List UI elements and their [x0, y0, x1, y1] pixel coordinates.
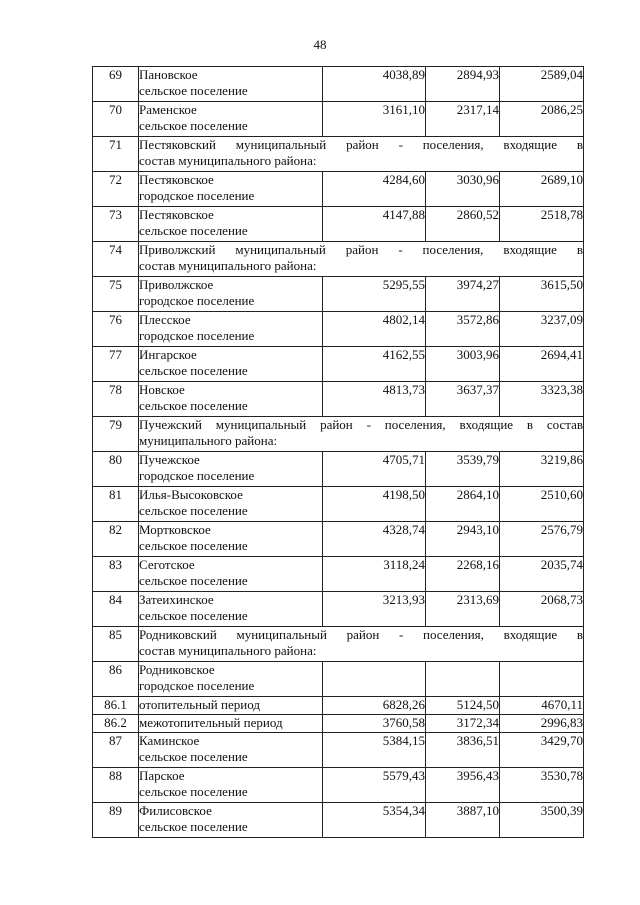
row-number: 73 [93, 207, 139, 242]
value-col-2: 2860,52 [426, 207, 500, 242]
value-col-1 [323, 662, 426, 697]
table-row [93, 452, 584, 487]
district-heading-row [93, 417, 584, 452]
settlement-type-line2: сельское поселение [139, 363, 248, 378]
row-number: 77 [93, 347, 139, 382]
table-row [93, 662, 584, 697]
settlement-name [139, 733, 323, 768]
value-col-3: 3323,38 [500, 382, 584, 417]
value-col-1: 5579,43 [323, 768, 426, 803]
period-row [93, 697, 584, 715]
value-col-1: 4038,89 [323, 67, 426, 102]
settlement-name-line1: Мортковское [139, 522, 211, 537]
value-col-3: 2086,25 [500, 102, 584, 137]
settlement-name-line1: Ингарское [139, 347, 197, 362]
settlement-type-line2: городское поселение [139, 293, 255, 308]
settlement-type-line2: сельское поселение [139, 223, 248, 238]
value-col-3: 3500,39 [500, 803, 584, 838]
row-number: 78 [93, 382, 139, 417]
table-row [93, 277, 584, 312]
table-row [93, 67, 584, 102]
table-row [93, 522, 584, 557]
district-heading [139, 242, 584, 277]
table-body [93, 67, 584, 838]
value-col-2: 5124,50 [426, 697, 500, 715]
value-col-1: 4147,88 [323, 207, 426, 242]
value-col-3: 2996,83 [500, 715, 584, 733]
value-col-1: 3118,24 [323, 557, 426, 592]
table-row [93, 487, 584, 522]
row-number: 72 [93, 172, 139, 207]
settlement-type-line2: сельское поселение [139, 503, 248, 518]
period-row [93, 715, 584, 733]
value-col-2: 2943,10 [426, 522, 500, 557]
value-col-2: 3974,27 [426, 277, 500, 312]
settlement-name [139, 312, 323, 347]
settlement-name-line1: Плесское [139, 312, 191, 327]
row-number: 79 [93, 417, 139, 452]
settlement-name-line1: Илья-Высоковское [139, 487, 243, 502]
value-col-2: 3172,34 [426, 715, 500, 733]
table-row [93, 347, 584, 382]
value-col-3: 3530,78 [500, 768, 584, 803]
settlement-name [139, 172, 323, 207]
settlement-type-line2: сельское поселение [139, 573, 248, 588]
row-number: 69 [93, 67, 139, 102]
settlement-name-line1: Пановское [139, 67, 198, 82]
row-number: 71 [93, 137, 139, 172]
settlement-name [139, 102, 323, 137]
row-number: 76 [93, 312, 139, 347]
table-row [93, 803, 584, 838]
row-number: 87 [93, 733, 139, 768]
settlement-name-line1: Сеготское [139, 557, 195, 572]
settlement-name-line1: Пучежское [139, 452, 200, 467]
settlements-table [92, 66, 584, 838]
value-col-2: 3539,79 [426, 452, 500, 487]
value-col-2: 3003,96 [426, 347, 500, 382]
value-col-2 [426, 662, 500, 697]
row-number: 70 [93, 102, 139, 137]
period-name: межотопительный период [139, 715, 323, 733]
row-number: 84 [93, 592, 139, 627]
district-heading-row [93, 627, 584, 662]
value-col-1: 3161,10 [323, 102, 426, 137]
value-col-1: 4162,55 [323, 347, 426, 382]
district-heading [139, 137, 584, 172]
settlement-name [139, 803, 323, 838]
district-heading-line2: состав муниципального района: [139, 153, 317, 168]
district-heading-line1: Пестяковский муниципальный район - поселения, входящие в [139, 137, 583, 152]
value-col-3: 2035,74 [500, 557, 584, 592]
period-name: отопительный период [139, 697, 323, 715]
row-number: 86.2 [93, 715, 139, 733]
settlement-name-line1: Родниковское [139, 662, 215, 677]
value-col-3: 2068,73 [500, 592, 584, 627]
district-heading-line1: Родниковский муниципальный район - поселения, входящие в [139, 627, 583, 642]
value-col-3 [500, 662, 584, 697]
table-row [93, 768, 584, 803]
value-col-2: 2313,69 [426, 592, 500, 627]
value-col-1: 3760,58 [323, 715, 426, 733]
value-col-2: 3637,37 [426, 382, 500, 417]
table-row [93, 557, 584, 592]
row-number: 85 [93, 627, 139, 662]
settlement-type-line2: сельское поселение [139, 398, 248, 413]
settlement-type-line2: сельское поселение [139, 83, 248, 98]
settlement-name [139, 452, 323, 487]
district-heading-line2: состав муниципального района: [139, 643, 317, 658]
value-col-3: 3429,70 [500, 733, 584, 768]
value-col-1: 3213,93 [323, 592, 426, 627]
value-col-2: 3836,51 [426, 733, 500, 768]
settlement-name-line1: Филисовское [139, 803, 212, 818]
value-col-3: 2589,04 [500, 67, 584, 102]
value-col-1: 4705,71 [323, 452, 426, 487]
row-number: 88 [93, 768, 139, 803]
settlement-type-line2: городское поселение [139, 188, 255, 203]
settlement-type-line2: сельское поселение [139, 819, 248, 834]
settlement-name-line1: Пестяковское [139, 207, 214, 222]
settlement-name [139, 768, 323, 803]
table-row [93, 382, 584, 417]
value-col-2: 2268,16 [426, 557, 500, 592]
value-col-2: 3030,96 [426, 172, 500, 207]
row-number: 89 [93, 803, 139, 838]
value-col-1: 5354,34 [323, 803, 426, 838]
settlement-type-line2: сельское поселение [139, 749, 248, 764]
value-col-1: 4802,14 [323, 312, 426, 347]
row-number: 86 [93, 662, 139, 697]
value-col-1: 4284,60 [323, 172, 426, 207]
settlement-type-line2: городское поселение [139, 328, 255, 343]
district-heading-line1: Приволжский муниципальный район - поселения, входящие в [139, 242, 583, 257]
settlement-name [139, 557, 323, 592]
settlement-name [139, 592, 323, 627]
settlement-name-line1: Затеихинское [139, 592, 214, 607]
table-row [93, 102, 584, 137]
table-row [93, 312, 584, 347]
settlement-type-line2: сельское поселение [139, 538, 248, 553]
value-col-2: 2864,10 [426, 487, 500, 522]
value-col-1: 4813,73 [323, 382, 426, 417]
table-row [93, 207, 584, 242]
settlement-type-line2: городское поселение [139, 678, 255, 693]
value-col-1: 6828,26 [323, 697, 426, 715]
row-number: 81 [93, 487, 139, 522]
value-col-1: 5295,55 [323, 277, 426, 312]
value-col-2: 3572,86 [426, 312, 500, 347]
settlement-name-line1: Каминское [139, 733, 200, 748]
settlement-name [139, 67, 323, 102]
row-number: 82 [93, 522, 139, 557]
value-col-3: 2576,79 [500, 522, 584, 557]
settlement-name [139, 662, 323, 697]
settlement-name [139, 207, 323, 242]
value-col-2: 3956,43 [426, 768, 500, 803]
district-heading-line2: состав муниципального района: [139, 258, 317, 273]
settlement-name [139, 487, 323, 522]
value-col-2: 2894,93 [426, 67, 500, 102]
value-col-3: 2518,78 [500, 207, 584, 242]
settlement-name-line1: Пестяковское [139, 172, 214, 187]
table-row [93, 592, 584, 627]
page-number: 48 [313, 37, 327, 52]
value-col-3: 3615,50 [500, 277, 584, 312]
value-col-2: 2317,14 [426, 102, 500, 137]
settlement-name [139, 522, 323, 557]
row-number: 75 [93, 277, 139, 312]
table-row [93, 172, 584, 207]
value-col-3: 3219,86 [500, 452, 584, 487]
row-number: 86.1 [93, 697, 139, 715]
settlement-name-line1: Парское [139, 768, 185, 783]
table-row [93, 733, 584, 768]
settlement-name-line1: Новское [139, 382, 185, 397]
settlement-name [139, 382, 323, 417]
settlement-name-line1: Раменское [139, 102, 197, 117]
district-heading [139, 417, 584, 452]
value-col-1: 4198,50 [323, 487, 426, 522]
district-heading-row [93, 137, 584, 172]
settlement-name [139, 347, 323, 382]
value-col-3: 2694,41 [500, 347, 584, 382]
row-number: 74 [93, 242, 139, 277]
value-col-3: 3237,09 [500, 312, 584, 347]
row-number: 80 [93, 452, 139, 487]
value-col-1: 5384,15 [323, 733, 426, 768]
district-heading-line1: Пучежский муниципальный район - поселения, входящие в состав [139, 417, 583, 432]
value-col-3: 2689,10 [500, 172, 584, 207]
value-col-3: 2510,60 [500, 487, 584, 522]
row-number: 83 [93, 557, 139, 592]
settlement-type-line2: сельское поселение [139, 784, 248, 799]
value-col-3: 4670,11 [500, 697, 584, 715]
settlement-type-line2: сельское поселение [139, 608, 248, 623]
district-heading-line2: муниципального района: [139, 433, 278, 448]
settlement-type-line2: городское поселение [139, 468, 255, 483]
settlement-name-line1: Приволжское [139, 277, 214, 292]
settlement-name [139, 277, 323, 312]
settlement-type-line2: сельское поселение [139, 118, 248, 133]
value-col-1: 4328,74 [323, 522, 426, 557]
value-col-2: 3887,10 [426, 803, 500, 838]
district-heading-row [93, 242, 584, 277]
district-heading [139, 627, 584, 662]
